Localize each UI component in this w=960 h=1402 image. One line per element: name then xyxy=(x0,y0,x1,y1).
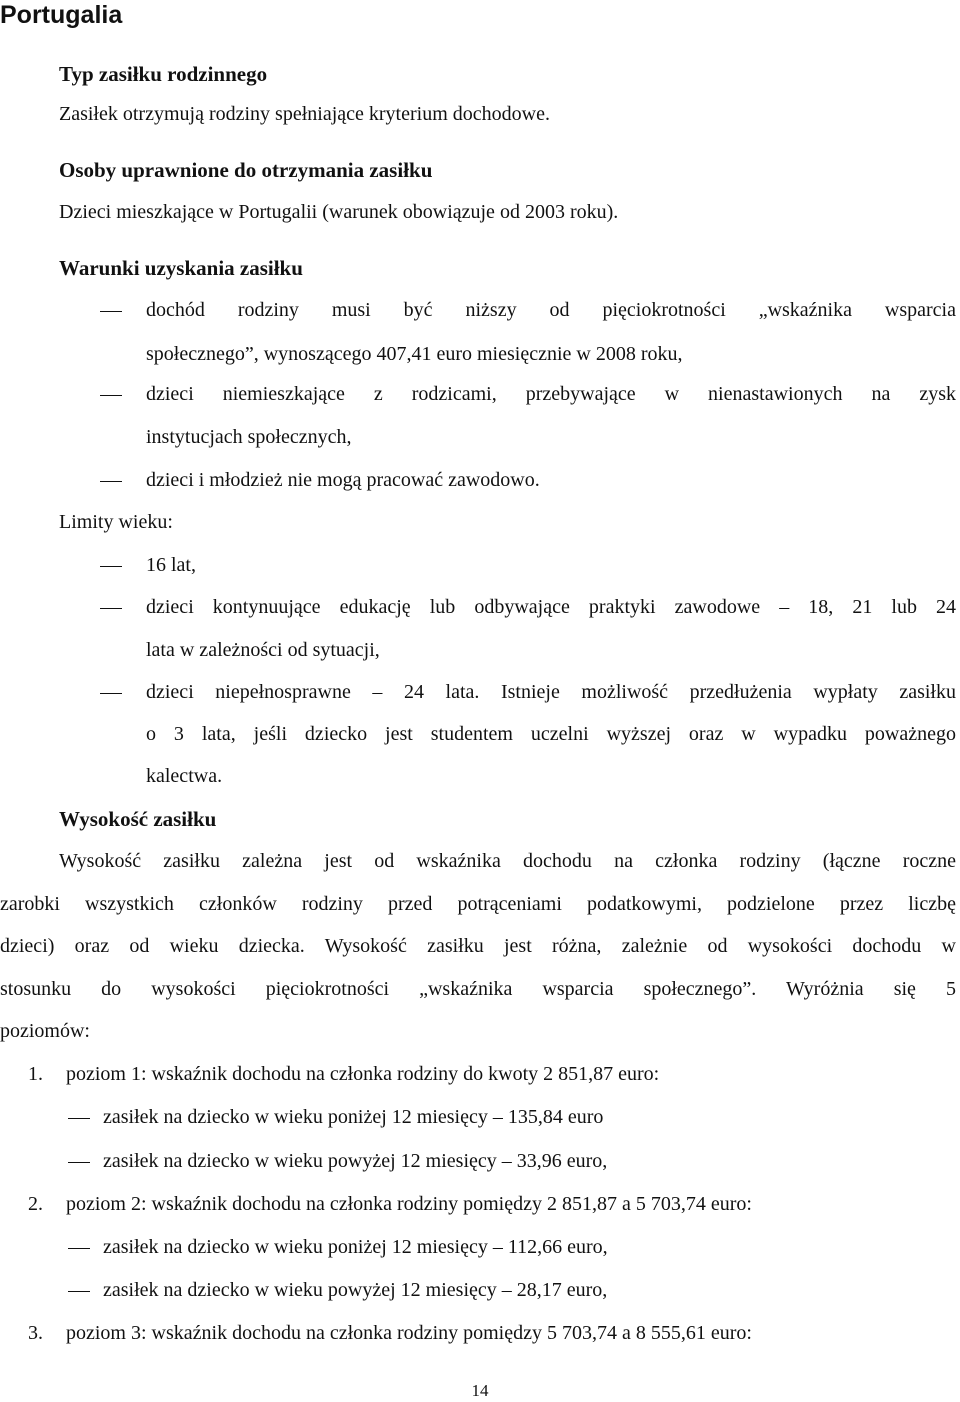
section-text-type: Zasiłek otrzymują rodziny spełniające kryterium dochodowe. xyxy=(59,103,550,125)
level-number: 3. xyxy=(28,1322,43,1344)
age-limits-label: Limity wieku: xyxy=(59,511,173,533)
list-dash xyxy=(68,1118,90,1119)
level-number: 1. xyxy=(28,1063,43,1085)
section-heading-amount: Wysokość zasiłku xyxy=(59,807,217,831)
list-item-text: społecznego”, wynoszącego 407,41 euro miesięcznie w 2008 roku, xyxy=(146,343,683,365)
list-dash xyxy=(100,481,122,482)
paragraph-line: stosunku do wysokości pięciokrotności „wskaźnika wsparcia społecznego”. Wyróżnia się 5 xyxy=(0,978,956,1000)
list-dash xyxy=(68,1162,90,1163)
paragraph-line: dzieci) oraz od wieku dziecka. Wysokość zasiłku jest różna, zależnie od wysokości dochodu w xyxy=(0,935,956,957)
level-item-text: zasiłek na dziecko w wieku poniżej 12 miesięcy – 135,84 euro xyxy=(103,1106,604,1128)
list-item-text: dzieci niepełnosprawne – 24 lata. Istnieje możliwość przedłużenia wypłaty zasiłku xyxy=(146,681,956,703)
page-title: Portugalia xyxy=(0,1,123,29)
level-item-text: zasiłek na dziecko w wieku powyżej 12 miesięcy – 33,96 euro, xyxy=(103,1150,608,1172)
list-item-text: o 3 lata, jeśli dziecko jest studentem uczelni wyższej oraz w wypadku poważnego xyxy=(146,723,956,745)
list-dash xyxy=(100,395,122,396)
paragraph-line: zarobki wszystkich członków rodziny przed potrąceniami podatkowymi, podzielone przez liczbę xyxy=(0,893,956,915)
level-text: poziom 1: wskaźnik dochodu na członka rodziny do kwoty 2 851,87 euro: xyxy=(66,1063,660,1085)
list-item-text: 16 lat, xyxy=(146,554,196,576)
list-item-text: dzieci kontynuujące edukację lub odbywające praktyki zawodowe – 18, 21 lub 24 xyxy=(146,596,956,618)
list-item-text: dochód rodziny musi być niższy od pięciokrotności „wskaźnika wsparcia xyxy=(146,299,956,321)
list-dash xyxy=(68,1248,90,1249)
level-item-text: zasiłek na dziecko w wieku powyżej 12 miesięcy – 28,17 euro, xyxy=(103,1279,608,1301)
section-heading-eligible: Osoby uprawnione do otrzymania zasiłku xyxy=(59,158,433,182)
list-dash xyxy=(100,693,122,694)
level-item-text: zasiłek na dziecko w wieku poniżej 12 miesięcy – 112,66 euro, xyxy=(103,1236,608,1258)
list-item-text: kalectwa. xyxy=(146,765,223,787)
list-dash xyxy=(100,566,122,567)
level-text: poziom 2: wskaźnik dochodu na członka rodziny pomiędzy 2 851,87 a 5 703,74 euro: xyxy=(66,1193,752,1215)
paragraph-line: poziomów: xyxy=(0,1020,90,1042)
list-item-text: lata w zależności od sytuacji, xyxy=(146,639,380,661)
section-heading-type: Typ zasiłku rodzinnego xyxy=(59,62,268,86)
list-item-text: instytucjach społecznych, xyxy=(146,426,352,448)
section-heading-conditions: Warunki uzyskania zasiłku xyxy=(59,256,303,280)
list-item-text: dzieci i młodzież nie mogą pracować zawodowo. xyxy=(146,469,540,491)
level-text: poziom 3: wskaźnik dochodu na członka rodziny pomiędzy 5 703,74 a 8 555,61 euro: xyxy=(66,1322,752,1344)
section-text-eligible: Dzieci mieszkające w Portugalii (warunek obowiązuje od 2003 roku). xyxy=(59,201,619,223)
level-number: 2. xyxy=(28,1193,43,1215)
list-dash xyxy=(100,608,122,609)
paragraph-line: Wysokość zasiłku zależna jest od wskaźnika dochodu na członka rodziny (łączne roczne xyxy=(59,850,956,872)
list-item-text: dzieci niemieszkające z rodzicami, przebywające w nienastawionych na zysk xyxy=(146,383,956,405)
list-dash xyxy=(68,1291,90,1292)
list-dash xyxy=(100,311,122,312)
page-number: 14 xyxy=(471,1381,489,1400)
